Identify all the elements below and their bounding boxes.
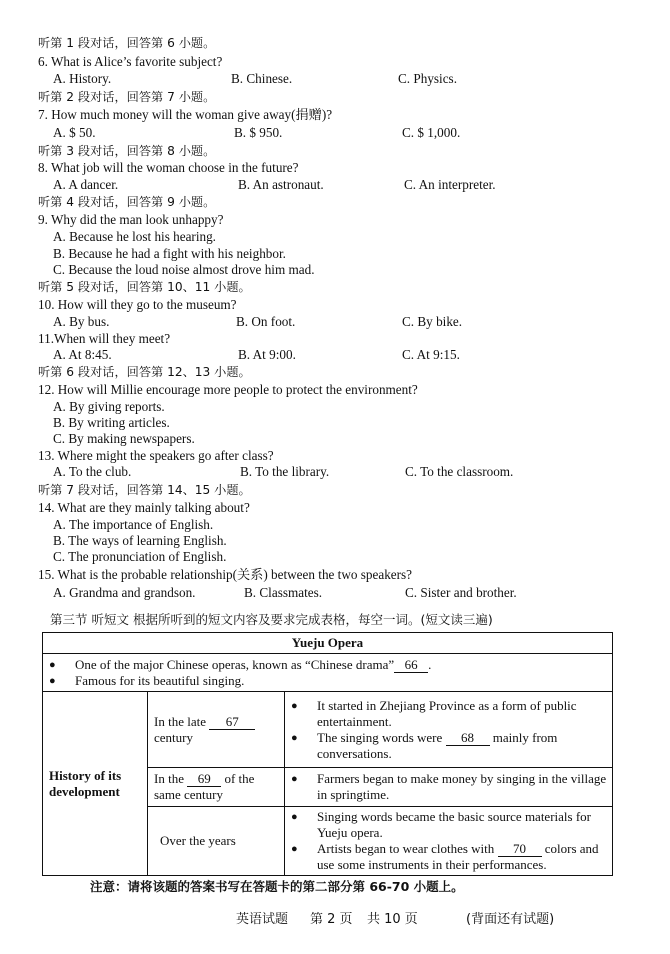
intro-bullet — [43, 657, 612, 673]
option-b: B. The ways of learning English. — [53, 533, 227, 548]
option-c: C. $ 1,000. — [402, 125, 461, 140]
option-c: C. By making newspapers. — [53, 431, 195, 446]
answer-blank-66: 66 — [394, 658, 428, 673]
option-a: A. To the club. — [53, 464, 132, 479]
part3-instruction: 第三节 听短文 根据所听到的短文内容及要求完成表格，每空一词。(短文读三遍) — [50, 612, 493, 627]
answer-blank-70: 70 — [498, 842, 542, 857]
question-text: 6. What is Alice’s favorite subject? — [38, 54, 223, 69]
yueju-opera-table — [42, 632, 613, 876]
option-a: A. $ 50. — [53, 125, 96, 140]
bullet-icon: ● — [49, 675, 56, 687]
answer-blank-67: 67 — [209, 715, 255, 730]
question-text: 8. What job will the woman choose in the future? — [38, 160, 299, 175]
period-cell — [148, 768, 285, 807]
option-b: B. An astronaut. — [238, 177, 324, 192]
detail-text: Singing words became the basic source materials for Yueju opera. — [317, 809, 591, 840]
period-cell: Over the years — [148, 807, 285, 876]
option-a: A. A dancer. — [53, 177, 119, 192]
detail-text: mainly from conversations. — [317, 729, 558, 761]
option-a: A. At 8:45. — [53, 347, 112, 362]
bullet-icon: ● — [291, 773, 298, 785]
details-cell — [285, 692, 613, 768]
detail-text: It started in Zhejiang Province as a form of public entertainment. — [317, 697, 577, 729]
section-label: 听第 1 段对话，回答第 6 小题。 — [38, 36, 216, 50]
option-a: A. By bus. — [53, 314, 110, 329]
question-text: 11.When will they meet? — [38, 331, 171, 346]
option-b: B. By writing articles. — [53, 415, 170, 430]
bullet-icon: ● — [291, 699, 298, 712]
option-c: C. An interpreter. — [404, 177, 496, 192]
question-text: 14. What are they mainly talking about? — [38, 500, 250, 515]
section-label: 听第 2 段对话，回答第 7 小题。 — [38, 90, 216, 104]
section-label: 听第 6 段对话，回答第 12、13 小题。 — [38, 365, 251, 379]
details-cell — [285, 807, 613, 876]
section-label: 听第 4 段对话，回答第 9 小题。 — [38, 195, 216, 209]
option-a: A. The importance of English. — [53, 517, 214, 532]
option-b: B. Because he had a fight with his neighbor. — [53, 246, 286, 261]
answer-blank-69: 69 — [187, 772, 221, 787]
detail-bullet — [285, 698, 608, 730]
period-text: In the — [154, 771, 184, 786]
detail-text: colors and use some instruments in their performances. — [317, 841, 599, 872]
period-text: century — [154, 729, 193, 745]
bullet-icon: ● — [291, 843, 298, 855]
intro-cell — [43, 654, 613, 692]
option-a: A. History. — [53, 71, 112, 86]
bullet-icon: ● — [291, 731, 298, 744]
table-title: Yueju Opera — [43, 633, 613, 654]
period-text: of the same century — [154, 771, 255, 802]
option-c: C. Because the loud noise almost drove him mad. — [53, 262, 315, 277]
question-text: 13. Where might the speakers go after class? — [38, 448, 274, 463]
intro-punct: . — [428, 657, 432, 672]
intro-text: Famous for its beautiful singing. — [75, 673, 245, 688]
footer-page: 第 2 页 — [310, 912, 353, 927]
detail-bullet — [285, 730, 608, 762]
option-c: C. The pronunciation of English. — [53, 549, 227, 564]
option-c: C. Physics. — [398, 71, 457, 86]
answer-note: 注意：请将该题的答案书写在答题卡的第二部分第 66-70 小题上。 — [90, 879, 464, 894]
question-text: 12. How will Millie encourage more people to protect the environment? — [38, 382, 418, 397]
detail-text: Artists began to wear clothes with — [317, 841, 495, 856]
detail-bullet — [285, 809, 608, 841]
option-c: C. Sister and brother. — [405, 585, 517, 600]
detail-text: Farmers began to make money by singing in the village in springtime. — [317, 771, 607, 802]
option-c: C. By bike. — [402, 314, 463, 329]
detail-text: The singing words were — [317, 729, 443, 745]
option-b: B. $ 950. — [234, 125, 283, 140]
option-a: A. Because he lost his hearing. — [53, 229, 216, 244]
question-text: 7. How much money will the woman give away(捐赠)? — [38, 107, 333, 122]
intro-bullet — [43, 673, 612, 689]
bullet-icon: ● — [291, 811, 298, 823]
option-b: B. To the library. — [240, 464, 330, 479]
bullet-icon: ● — [49, 659, 56, 671]
section-label: 听第 3 段对话，回答第 8 小题。 — [38, 144, 216, 158]
section-label: 听第 7 段对话，回答第 14、15 小题。 — [38, 483, 251, 497]
period-cell — [148, 692, 285, 768]
option-c: C. To the classroom. — [405, 464, 514, 479]
question-text: 10. How will they go to the museum? — [38, 297, 237, 312]
details-cell — [285, 768, 613, 807]
detail-bullet — [285, 841, 608, 873]
option-b: B. Classmates. — [244, 585, 323, 600]
option-c: C. At 9:15. — [402, 347, 460, 362]
footer-total: 共 10 页 — [367, 912, 418, 927]
footer-more: (背面还有试题) — [466, 912, 555, 927]
period-text: In the late — [154, 713, 206, 729]
answer-blank-68: 68 — [446, 731, 490, 746]
option-a: A. Grandma and grandson. — [53, 585, 196, 600]
detail-bullet — [285, 771, 608, 803]
option-a: A. By giving reports. — [53, 399, 165, 414]
option-b: B. Chinese. — [231, 71, 293, 86]
footer-subject: 英语试题 — [236, 912, 289, 927]
question-text: 9. Why did the man look unhappy? — [38, 212, 224, 227]
section-label: 听第 5 段对话，回答第 10、11 小题。 — [38, 280, 251, 294]
option-b: B. On foot. — [236, 314, 296, 329]
option-b: B. At 9:00. — [238, 347, 296, 362]
question-text: 15. What is the probable relationship(关系) between the two speakers? — [38, 567, 413, 582]
row-header: History of its development — [43, 692, 148, 876]
intro-text: One of the major Chinese operas, known as “Chinese drama” — [75, 657, 395, 672]
